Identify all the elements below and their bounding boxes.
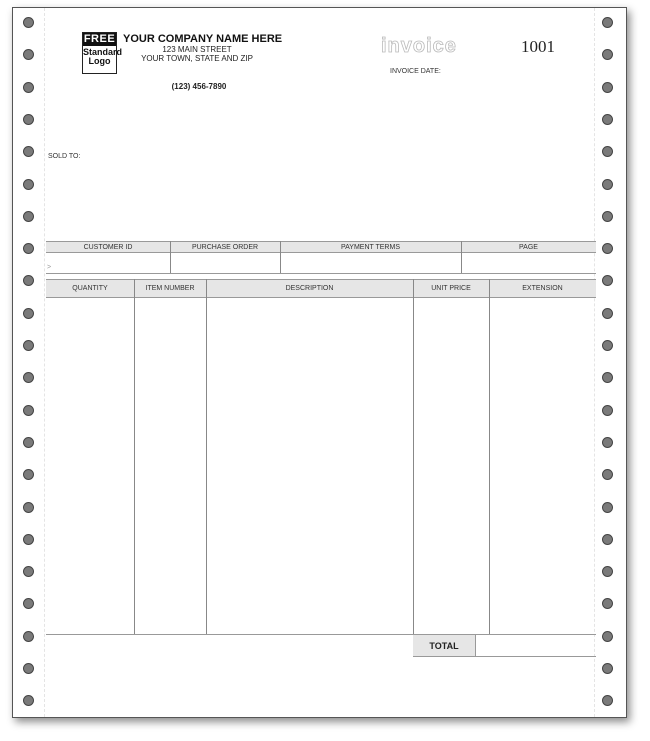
tractor-hole — [23, 146, 34, 157]
tractor-hole — [23, 631, 34, 642]
tractor-hole — [23, 502, 34, 513]
header-payment-terms: PAYMENT TERMS — [341, 243, 400, 251]
tractor-hole — [602, 534, 613, 545]
tractor-hole — [23, 598, 34, 609]
tractor-hole — [23, 340, 34, 351]
tractor-hole — [602, 631, 613, 642]
tractor-hole — [23, 663, 34, 674]
header-item-number: ITEM NUMBER — [145, 285, 195, 292]
tractor-hole — [602, 695, 613, 706]
sold-to-label: SOLD TO: — [48, 153, 81, 160]
right-tractor-strip — [594, 8, 626, 717]
header-page: PAGE — [519, 243, 538, 251]
logo-standard: Standard — [83, 47, 123, 57]
tractor-hole — [602, 469, 613, 480]
tractor-hole — [602, 243, 613, 254]
tractor-hole — [602, 566, 613, 577]
tractor-hole — [23, 534, 34, 545]
info-row-marker: > — [47, 264, 52, 271]
tractor-hole — [23, 114, 34, 125]
tractor-hole — [23, 469, 34, 480]
company-city: YOUR TOWN, STATE AND ZIP — [141, 54, 253, 63]
tractor-hole — [602, 405, 613, 416]
tractor-hole — [602, 502, 613, 513]
tractor-hole — [602, 275, 613, 286]
tractor-hole — [602, 82, 613, 93]
tractor-hole — [23, 17, 34, 28]
header-purchase-order: PURCHASE ORDER — [191, 243, 259, 251]
tractor-hole — [602, 372, 613, 383]
header-quantity: QUANTITY — [72, 285, 108, 292]
tractor-hole — [23, 308, 34, 319]
tractor-hole — [23, 372, 34, 383]
tractor-hole — [602, 211, 613, 222]
tractor-hole — [602, 114, 613, 125]
tractor-hole — [23, 566, 34, 577]
invoice-date-label: INVOICE DATE: — [390, 68, 441, 75]
tractor-hole — [602, 49, 613, 60]
company-phone: (123) 456-7890 — [171, 82, 227, 91]
header-description: DESCRIPTION — [285, 285, 334, 292]
header-extension: EXTENSION — [522, 285, 563, 292]
tractor-hole — [602, 17, 613, 28]
header-unit-price: UNIT PRICE — [431, 285, 471, 292]
tractor-hole — [23, 179, 34, 190]
invoice-number: 1001 — [521, 37, 555, 56]
tractor-hole — [602, 308, 613, 319]
tractor-hole — [602, 179, 613, 190]
tractor-hole — [602, 146, 613, 157]
left-tractor-strip — [13, 8, 45, 717]
header-customer-id: CUSTOMER ID — [83, 243, 133, 251]
tractor-hole — [23, 275, 34, 286]
logo-logo: Logo — [88, 56, 111, 66]
tractor-hole — [602, 437, 613, 448]
tractor-hole — [23, 405, 34, 416]
company-street: 123 MAIN STREET — [162, 45, 232, 54]
logo-free: FREE — [83, 33, 116, 45]
total-label: TOTAL — [413, 635, 476, 657]
invoice-form — [12, 7, 627, 718]
tractor-hole — [602, 340, 613, 351]
tractor-hole — [23, 82, 34, 93]
tractor-hole — [23, 49, 34, 60]
info-table-header — [46, 241, 596, 253]
tractor-hole — [23, 243, 34, 254]
company-name: YOUR COMPANY NAME HERE — [123, 33, 283, 45]
tractor-hole — [602, 598, 613, 609]
tractor-hole — [23, 437, 34, 448]
tractor-hole — [23, 695, 34, 706]
items-table-header — [46, 279, 596, 298]
logo — [82, 32, 123, 74]
tractor-hole — [23, 211, 34, 222]
invoice-title: invoice — [381, 35, 457, 57]
tractor-hole — [602, 663, 613, 674]
